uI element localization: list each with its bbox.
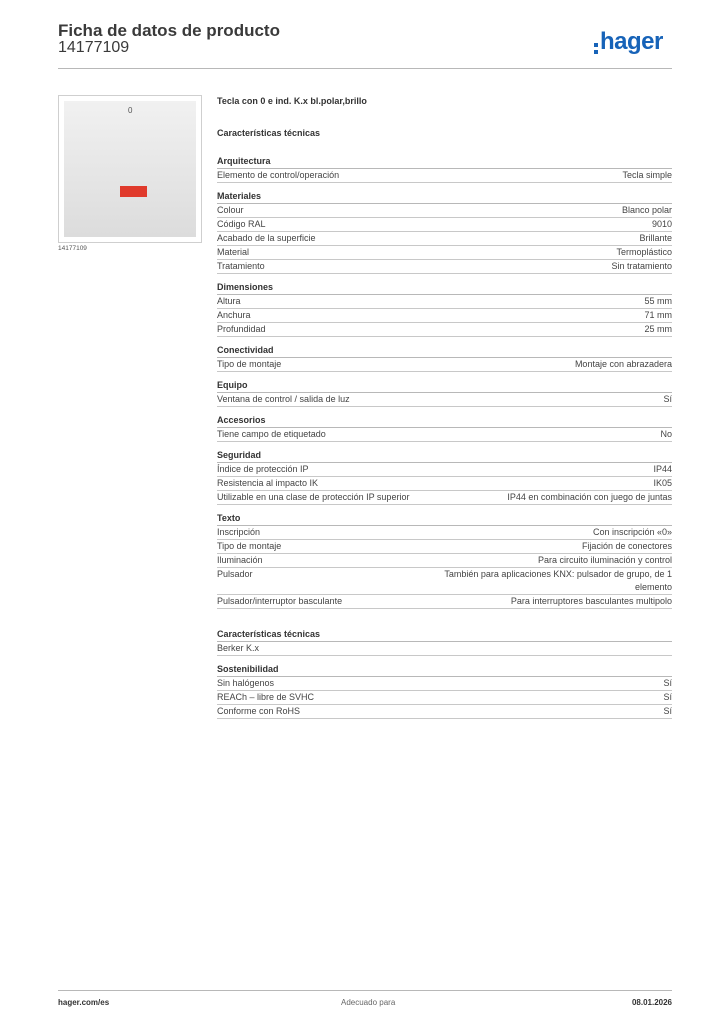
spec-label: Tratamiento (217, 261, 265, 271)
footer-suitable: Adecuado para (341, 998, 396, 1007)
spec-label: Utilizable en una clase de protección IP superior (217, 492, 410, 502)
image-caption: 14177109 (58, 245, 87, 252)
spec-value: 55 mm (644, 296, 672, 306)
spec-row (217, 642, 672, 656)
spec-row (217, 295, 672, 309)
footer-divider (58, 990, 672, 991)
spec-section (217, 154, 672, 183)
product-code: 14177109 (58, 39, 130, 56)
spec-row (217, 246, 672, 260)
spec-label: Altura (217, 296, 241, 306)
section-title: Conectividad (217, 343, 672, 358)
spec-row (217, 526, 672, 540)
rocker-key-surface (64, 101, 196, 237)
spec-label: Colour (217, 205, 244, 215)
spec-label: Tipo de montaje (217, 359, 282, 369)
spec-row (217, 677, 672, 691)
section-title: Equipo (217, 378, 672, 393)
spec-section (217, 662, 672, 719)
spec-label: Conforme con RoHS (217, 706, 301, 716)
section-title: Materiales (217, 189, 672, 204)
spec-row (217, 323, 672, 337)
spec-label: Berker K.x (217, 643, 260, 653)
logo-dots-icon (594, 43, 598, 47)
spec-row (217, 463, 672, 477)
spec-label: Acabado de la superficie (217, 233, 316, 243)
footer-date: 08.01.2026 (631, 998, 672, 1007)
spec-section (217, 343, 672, 372)
product-name: Tecla con 0 e ind. K.x bl.polar,brillo (217, 96, 367, 106)
spec-value: Brillante (639, 233, 672, 243)
footer-website: hager.com/es (58, 998, 110, 1007)
spec-label: Pulsador (217, 569, 253, 579)
spec-value: También para aplicaciones KNX: pulsador de grupo, de 1 elemento (444, 569, 672, 592)
spec-label: Profundidad (217, 324, 266, 334)
spec-label: Índice de protección IP (217, 464, 309, 474)
spec-section (217, 280, 672, 337)
page-title: Ficha de datos de producto (58, 21, 280, 40)
spec-value: 25 mm (644, 324, 672, 334)
spec-value: Tecla simple (622, 170, 672, 180)
spec-row (217, 169, 672, 183)
section-title: Dimensiones (217, 280, 672, 295)
spec-row (217, 705, 672, 719)
spec-row (217, 595, 672, 609)
spec-section (217, 627, 672, 656)
section-title: Arquitectura (217, 154, 672, 169)
technical-heading: Características técnicas (217, 128, 321, 138)
spec-row (217, 260, 672, 274)
spec-sections (217, 154, 672, 719)
spec-value: Fijación de conectores (581, 541, 672, 551)
spec-label: REACh – libre de SVHC (217, 692, 315, 702)
spec-label: Elemento de control/operación (217, 170, 340, 180)
product-image (58, 95, 202, 243)
section-title: Texto (217, 511, 672, 526)
spec-row (217, 540, 672, 554)
spec-value: Montaje con abrazadera (574, 359, 672, 369)
section-title: Sostenibilidad (217, 662, 672, 677)
spec-row (217, 691, 672, 705)
spec-label: Sin halógenos (217, 678, 275, 688)
spec-value (662, 642, 672, 655)
spec-section (217, 448, 672, 505)
spec-section (217, 189, 672, 274)
spec-row (217, 393, 672, 407)
spec-value: IP44 en combinación con juego de juntas (507, 492, 672, 502)
spec-label: Anchura (217, 310, 251, 320)
spec-value: IP44 (653, 464, 672, 474)
spec-value: Con inscripción «0» (592, 527, 672, 537)
spec-label: Ventana de control / salida de luz (217, 394, 350, 404)
spec-section (217, 378, 672, 407)
spec-row (217, 204, 672, 218)
spec-row (217, 568, 672, 595)
section-title: Accesorios (217, 413, 672, 428)
indicator-window (120, 186, 147, 197)
spec-value: Termoplástico (616, 247, 672, 257)
section-title: Características técnicas (217, 627, 672, 642)
spec-label: Inscripción (217, 527, 261, 537)
key-inscription: 0 (128, 106, 133, 115)
spec-value: Para circuito iluminación y control (537, 555, 672, 565)
spec-label: Iluminación (217, 555, 263, 565)
section-title: Seguridad (217, 448, 672, 463)
spec-value: 71 mm (644, 310, 672, 320)
spec-row (217, 554, 672, 568)
spec-section (217, 413, 672, 442)
spec-section (217, 511, 672, 609)
header-divider (58, 68, 672, 69)
logo-text: hager (600, 28, 663, 55)
spec-value: No (660, 429, 672, 439)
spec-label: Resistencia al impacto IK (217, 478, 319, 488)
spec-row (217, 477, 672, 491)
spec-value: Sin tratamiento (611, 261, 672, 271)
spec-value: Sí (663, 706, 672, 716)
spec-row (217, 491, 672, 505)
spec-row (217, 428, 672, 442)
spec-label: Pulsador/interruptor basculante (217, 596, 343, 606)
spec-value: Blanco polar (621, 205, 672, 215)
hager-logo (594, 28, 663, 56)
spec-value: IK05 (653, 478, 672, 488)
spec-label: Tiene campo de etiquetado (217, 429, 326, 439)
spec-value: 9010 (651, 219, 672, 229)
spec-row (217, 218, 672, 232)
spec-value: Sí (663, 678, 672, 688)
spec-label: Tipo de montaje (217, 541, 282, 551)
spec-label: Código RAL (217, 219, 266, 229)
spec-row (217, 309, 672, 323)
spec-value: Sí (663, 394, 672, 404)
spec-value: Para interruptores basculantes multipolo (510, 596, 672, 606)
spec-value: Sí (663, 692, 672, 702)
spec-row (217, 232, 672, 246)
spec-content (217, 96, 672, 725)
spec-row (217, 358, 672, 372)
spec-label: Material (217, 247, 250, 257)
